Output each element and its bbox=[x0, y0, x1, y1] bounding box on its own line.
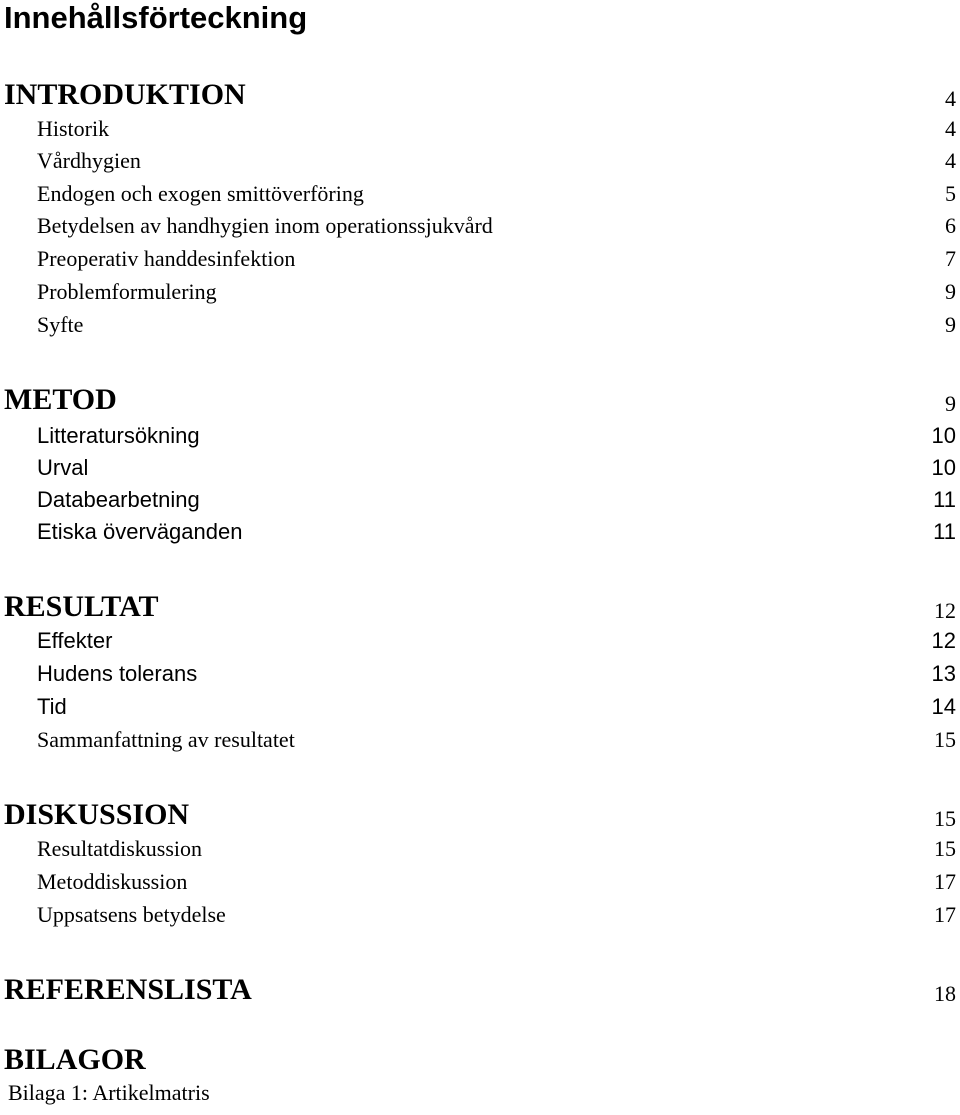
toc-page-number: 11 bbox=[933, 487, 956, 512]
toc-item[interactable] bbox=[0, 902, 960, 934]
toc-page-number: 9 bbox=[945, 279, 956, 304]
toc-page-number: 10 bbox=[931, 423, 956, 448]
page-title: Innehållsförteckning bbox=[4, 0, 308, 35]
toc-heading-bilagor[interactable] bbox=[0, 1043, 960, 1075]
toc-item-label: Problemformulering bbox=[37, 279, 217, 304]
toc-heading-label: RESULTAT bbox=[4, 590, 159, 623]
toc-page-number: 17 bbox=[934, 869, 956, 894]
toc-page-number: 4 bbox=[945, 116, 956, 141]
toc-item[interactable] bbox=[0, 519, 960, 551]
toc-page-number: 12 bbox=[934, 598, 956, 623]
toc-item-label: Metoddiskussion bbox=[37, 869, 188, 894]
toc-item-label: Bilaga 1: Artikelmatris bbox=[8, 1080, 210, 1105]
toc-item-label: Litteratursökning bbox=[37, 423, 200, 448]
toc-item-label: Urval bbox=[37, 455, 89, 480]
toc-heading-resultat[interactable] bbox=[0, 590, 960, 622]
toc-item-label: Uppsatsens betydelse bbox=[37, 902, 226, 927]
toc-item[interactable] bbox=[0, 116, 960, 148]
toc-item[interactable] bbox=[0, 694, 960, 726]
toc-heading-label: REFERENSLISTA bbox=[4, 973, 252, 1006]
toc-heading-referenslista[interactable] bbox=[0, 973, 960, 1005]
toc-page-number: 7 bbox=[945, 246, 956, 271]
toc-item[interactable] bbox=[0, 312, 960, 344]
toc-item-label: Resultatdiskussion bbox=[37, 836, 203, 861]
toc-page-number: 9 bbox=[945, 312, 956, 337]
toc-page-number: 14 bbox=[931, 694, 956, 719]
toc-item[interactable] bbox=[0, 246, 960, 278]
toc-item-label: Preoperativ handdesinfektion bbox=[37, 246, 296, 271]
toc-heading-label: METOD bbox=[4, 383, 117, 416]
toc-page-number: 15 bbox=[934, 836, 956, 861]
toc-heading-metod[interactable] bbox=[0, 383, 960, 415]
toc-page-number: 17 bbox=[934, 902, 956, 927]
toc-heading-label: BILAGOR bbox=[4, 1043, 146, 1076]
toc-item-label: Historik bbox=[37, 116, 110, 141]
toc-item-label: Endogen och exogen smittöverföring bbox=[37, 181, 364, 206]
toc-item-label: Sammanfattning av resultatet bbox=[37, 727, 295, 752]
toc-item[interactable] bbox=[0, 148, 960, 180]
toc-item[interactable] bbox=[0, 455, 960, 487]
toc-heading-label: INTRODUKTION bbox=[4, 78, 246, 111]
toc-item[interactable] bbox=[0, 727, 960, 759]
toc-item[interactable] bbox=[0, 1080, 960, 1112]
toc-item-label: Betydelsen av handhygien inom operationssjukvård bbox=[37, 213, 493, 238]
toc-page-number: 15 bbox=[934, 727, 956, 752]
toc-item[interactable] bbox=[0, 661, 960, 693]
toc-page-number: 5 bbox=[945, 181, 956, 206]
toc-item[interactable] bbox=[0, 279, 960, 311]
toc-item-label: Hudens tolerans bbox=[37, 661, 198, 686]
toc-item[interactable] bbox=[0, 423, 960, 455]
toc-page-number: 9 bbox=[945, 391, 956, 416]
toc-item-label: Syfte bbox=[37, 312, 84, 337]
toc-item-label: Databearbetning bbox=[37, 487, 200, 512]
toc-page-number: 13 bbox=[931, 661, 956, 686]
toc-item-label: Etiska överväganden bbox=[37, 519, 243, 544]
toc-page-number: 4 bbox=[945, 148, 956, 173]
toc-item-label: Tid bbox=[37, 694, 67, 719]
toc-heading-diskussion[interactable] bbox=[0, 798, 960, 830]
toc-page-number: 11 bbox=[933, 519, 956, 544]
toc-page-number: 12 bbox=[931, 628, 956, 653]
toc-page-number: 10 bbox=[931, 455, 956, 480]
toc-page-number: 4 bbox=[945, 86, 956, 111]
toc-item[interactable] bbox=[0, 213, 960, 245]
toc-item-label: Vårdhygien bbox=[37, 148, 141, 173]
toc-item[interactable] bbox=[0, 869, 960, 901]
toc-heading-introduktion[interactable] bbox=[0, 78, 960, 110]
toc-item[interactable] bbox=[0, 487, 960, 519]
toc-item[interactable] bbox=[0, 628, 960, 660]
toc-page-number: 6 bbox=[945, 213, 956, 238]
toc-page-number: 15 bbox=[934, 806, 956, 831]
toc-page-number: 18 bbox=[934, 981, 956, 1006]
toc-item-label: Effekter bbox=[37, 628, 113, 653]
toc-item[interactable] bbox=[0, 181, 960, 213]
toc-item[interactable] bbox=[0, 836, 960, 868]
toc-heading-label: DISKUSSION bbox=[4, 798, 190, 831]
